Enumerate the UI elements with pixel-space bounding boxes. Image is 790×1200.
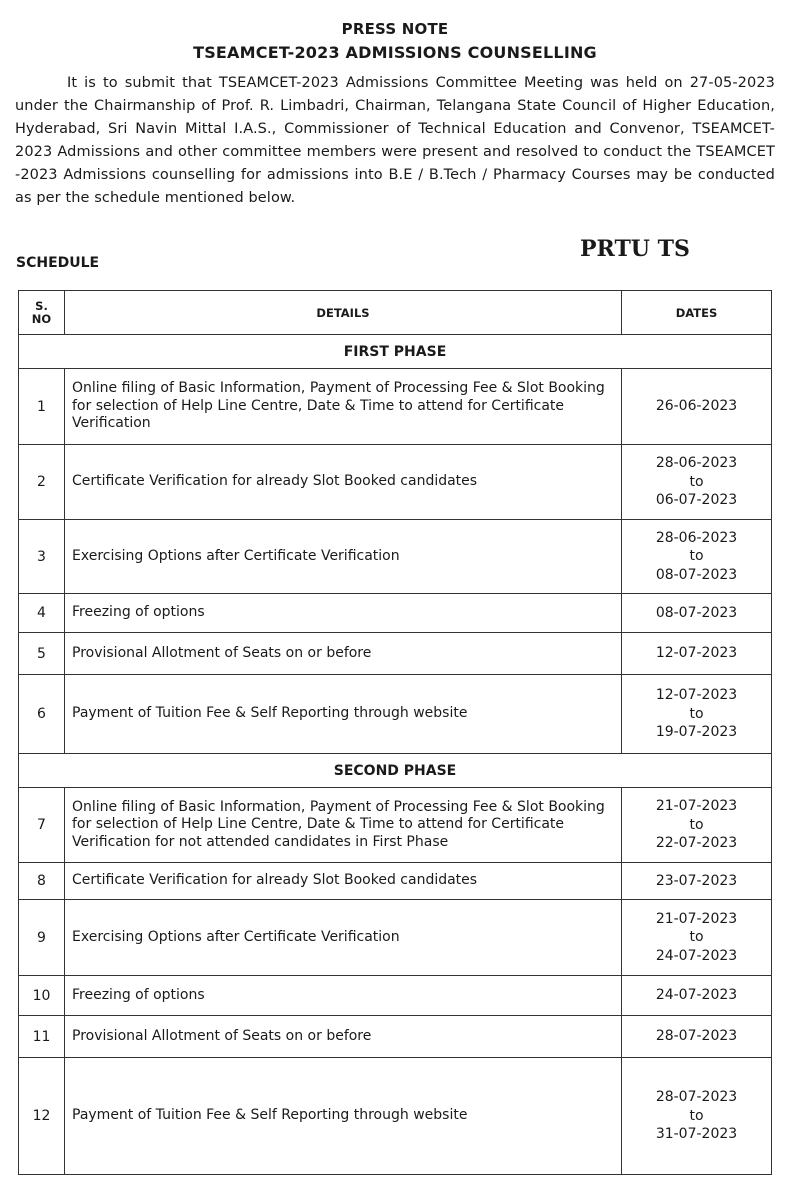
prtu-watermark: PRTU TS: [580, 236, 690, 262]
date-from: 23-07-2023: [655, 872, 738, 889]
date-from: 21-07-2023: [655, 910, 738, 927]
date-range-word: to: [689, 473, 704, 490]
date-to: 19-07-2023: [655, 724, 738, 741]
row-dates: [622, 1058, 772, 1175]
table-header-row: [19, 291, 772, 335]
row-sno: 9: [19, 900, 65, 976]
schedule-table: [18, 290, 772, 1175]
row-details: Payment of Tuition Fee & Self Reporting through website: [65, 1058, 622, 1175]
table-row: [19, 863, 772, 900]
date-from: 28-07-2023: [655, 1089, 738, 1106]
row-dates: [622, 520, 772, 594]
row-details: Online filing of Basic Information, Payment of Processing Fee & Slot Booking for selection of Help Line Centre, Date & Time to attend for Certificate Verification: [65, 369, 622, 445]
row-dates: [622, 863, 772, 900]
row-dates: [622, 445, 772, 520]
row-sno: 12: [19, 1058, 65, 1175]
row-details: Certificate Verification for already Slot Booked candidates: [65, 445, 622, 520]
row-details: Provisional Allotment of Seats on or before: [65, 1016, 622, 1058]
table-row: [19, 788, 772, 863]
date-from: 28-07-2023: [655, 1028, 738, 1045]
schedule-heading: SCHEDULE: [16, 255, 100, 271]
row-sno: 3: [19, 520, 65, 594]
date-to: 08-07-2023: [655, 566, 738, 583]
date-range-word: to: [689, 705, 704, 722]
date-range-word: to: [689, 1107, 704, 1124]
date-from: 21-07-2023: [655, 798, 738, 815]
row-details: Provisional Allotment of Seats on or before: [65, 633, 622, 675]
row-details: Exercising Options after Certificate Verification: [65, 520, 622, 594]
row-sno: 10: [19, 976, 65, 1016]
second-phase-row: [19, 754, 772, 788]
table-row: [19, 1016, 772, 1058]
date-from: 08-07-2023: [655, 604, 738, 621]
date-to: 24-07-2023: [655, 947, 738, 964]
table-row: [19, 675, 772, 754]
schedule-table-body: [19, 291, 772, 1175]
row-dates: [622, 675, 772, 754]
row-dates: [622, 900, 772, 976]
press-note-title: PRESS NOTE: [341, 20, 449, 38]
row-dates: [622, 633, 772, 675]
press-note-subtitle: TSEAMCET-2023 ADMISSIONS COUNSELLING: [193, 43, 597, 62]
date-range-word: to: [689, 548, 704, 565]
date-range-word: to: [689, 929, 704, 946]
table-row: [19, 594, 772, 633]
row-sno: 2: [19, 445, 65, 520]
sno-header-line1: S.: [35, 298, 48, 313]
row-sno: 8: [19, 863, 65, 900]
row-sno: 6: [19, 675, 65, 754]
table-row: [19, 633, 772, 675]
date-from: 12-07-2023: [655, 645, 738, 662]
first-phase-row: [19, 335, 772, 369]
date-from: 24-07-2023: [655, 987, 738, 1004]
row-sno: 4: [19, 594, 65, 633]
table-row: [19, 520, 772, 594]
table-row: [19, 976, 772, 1016]
table-row: [19, 1058, 772, 1175]
row-details: Freezing of options: [65, 976, 622, 1016]
row-details: Freezing of options: [65, 594, 622, 633]
date-to: 31-07-2023: [655, 1126, 738, 1143]
date-range-word: to: [689, 816, 704, 833]
sno-header-line2: NO: [31, 311, 52, 326]
row-sno: 7: [19, 788, 65, 863]
row-sno: 1: [19, 369, 65, 445]
date-from: 12-07-2023: [655, 687, 738, 704]
phase-label: FIRST PHASE: [19, 335, 772, 369]
date-from: 28-06-2023: [655, 455, 738, 472]
row-sno: 5: [19, 633, 65, 675]
date-from: 28-06-2023: [655, 529, 738, 546]
table-row: [19, 445, 772, 520]
table-row: [19, 369, 772, 445]
table-row: [19, 900, 772, 976]
row-details: Payment of Tuition Fee & Self Reporting through website: [65, 675, 622, 754]
dates-header: DATES: [622, 291, 772, 335]
details-header: DETAILS: [65, 291, 622, 335]
row-dates: [622, 369, 772, 445]
row-dates: [622, 788, 772, 863]
row-sno: 11: [19, 1016, 65, 1058]
date-to: 22-07-2023: [655, 835, 738, 852]
sno-header: [19, 291, 65, 335]
date-from: 26-06-2023: [655, 398, 738, 415]
row-details: Certificate Verification for already Slot Booked candidates: [65, 863, 622, 900]
intro-paragraph: It is to submit that TSEAMCET-2023 Admissions Committee Meeting was held on 27-05-2023 under the Chairmanship of Prof. R. Limbadri, Chairman, Telangana State Council of Higher Education, Hyderabad, Sri Navin Mittal I.A.S., Commissioner of Technical Education and Convenor, TSEAMCET-2023 Admissions and other committee members were present and resolved to conduct the TSEAMCET -2023 Admissions counselling for admissions into B.E / B.Tech / Pharmacy Courses may be conducted as per the schedule mentioned below.: [15, 75, 775, 206]
row-dates: [622, 594, 772, 633]
phase-label: SECOND PHASE: [19, 754, 772, 788]
row-details: Online filing of Basic Information, Payment of Processing Fee & Slot Booking for selection of Help Line Centre, Date & Time to attend for Certificate Verification for not attended candidates in First Phase: [65, 788, 622, 863]
row-dates: [622, 1016, 772, 1058]
row-details: Exercising Options after Certificate Verification: [65, 900, 622, 976]
row-dates: [622, 976, 772, 1016]
date-to: 06-07-2023: [655, 492, 738, 509]
